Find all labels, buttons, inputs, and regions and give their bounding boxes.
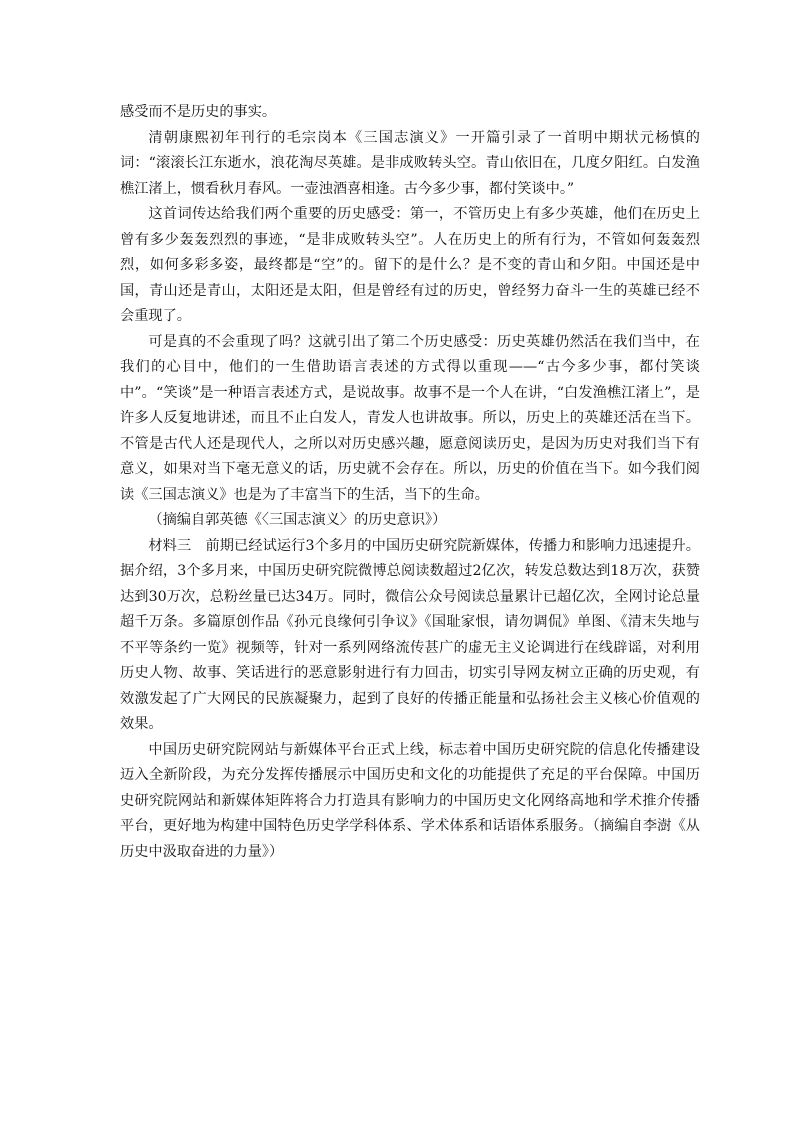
paragraph-first-feeling: 这首词传达给我们两个重要的历史感受：第一，不管历史上有多少英雄，他们在历史上曾有多少轰轰烈烈的事迹，“是非成败转头空”。人在历史上的所有行为，不管如何轰轰烈烈，如何多彩多姿，最终都是“空”的。留下的是什么？是不变的青山和夕阳。中国还是中国，青山还是青山，太阳还是太阳，但是曾经有过的历史，曾经努力奋斗一生的英雄已经不会重现了。 xyxy=(120,206,700,324)
paragraph-material-three: 材料三 前期已经试运行3个多月的中国历史研究院新媒体，传播力和影响力迅速提升。据介绍，3个多月来，中国历史研究院微博总阅读数超过2亿次，转发总数达到18万次，获赞达到30万次，总粉丝量已达34万。同时，微信公众号阅读总量累计已超亿次，全网讨论总量超千万条。多篇原创作品《孙元良缘何引争议》《国耻家恨，请勿调侃》单图、《清末失地与不平等条约一览》视频等，针对一系列网络流传甚广的虚无主义论调进行在线辟谣，对利用历史人物、故事、笑话进行的恶意影射进行有力回击，切实引导网友树立正确的历史观，有效激发起了广大网民的民族凝聚力，起到了良好的传播正能量和弘扬社会主义核心价值观的效果。 xyxy=(120,537,700,732)
paragraph-second-feeling: 可是真的不会重现了吗？这就引出了第二个历史感受：历史英雄仍然活在我们当中，在我们的心目中，他们的一生借助语言表述的方式得以重现——“古今多少事，都付笑谈中”。“笑谈”是一种语言表述方式，是说故事。故事不是一个人在讲，“白发渔樵江渚上”，是许多人反复地讲述，而且不止白发人，青发人也讲故事。所以，历史上的英雄还活在当下。不管是古代人还是现代人，之所以对历史感兴趣，愿意阅读历史，是因为历史对我们当下有意义，如果对当下毫无意义的话，历史就不会存在。所以，历史的价值在当下。如今我们阅读《三国志演义》也是为了丰富当下的生活，当下的生命。 xyxy=(120,333,700,503)
paragraph-website-launch: 中国历史研究院网站与新媒体平台正式上线，标志着中国历史研究院的信息化传播建设迈入全新阶段，为充分发挥传播展示中国历史和文化的功能提供了充足的平台保障。中国历史研究院网站和新媒体矩阵将合力打造具有影响力的中国历史文化网络高地和学术推介传播平台，更好地为构建中国特色历史学学科体系、学术体系和话语体系服务。（摘编自李澍《从历史中汲取奋进的力量》） xyxy=(120,741,700,860)
paragraph-yang-shen-ci: 清朝康熙初年刊行的毛宗岗本《三国志演义》一开篇引录了一首明中期状元杨慎的词：“滚滚长江东逝水，浪花淘尽英雄。是非成败转头空。青山依旧在，几度夕阳红。白发渔樵江渚上，惯看秋月春风。一壶浊酒喜相逢。古今多少事，都付笑谈中。” xyxy=(120,129,700,197)
document-page xyxy=(120,100,700,865)
paragraph-continuation: 感受而不是历史的事实。 xyxy=(120,104,277,120)
source-citation-guo-yingde: （摘编自郭英德《〈三国志演义〉的历史意识》） xyxy=(148,512,447,528)
